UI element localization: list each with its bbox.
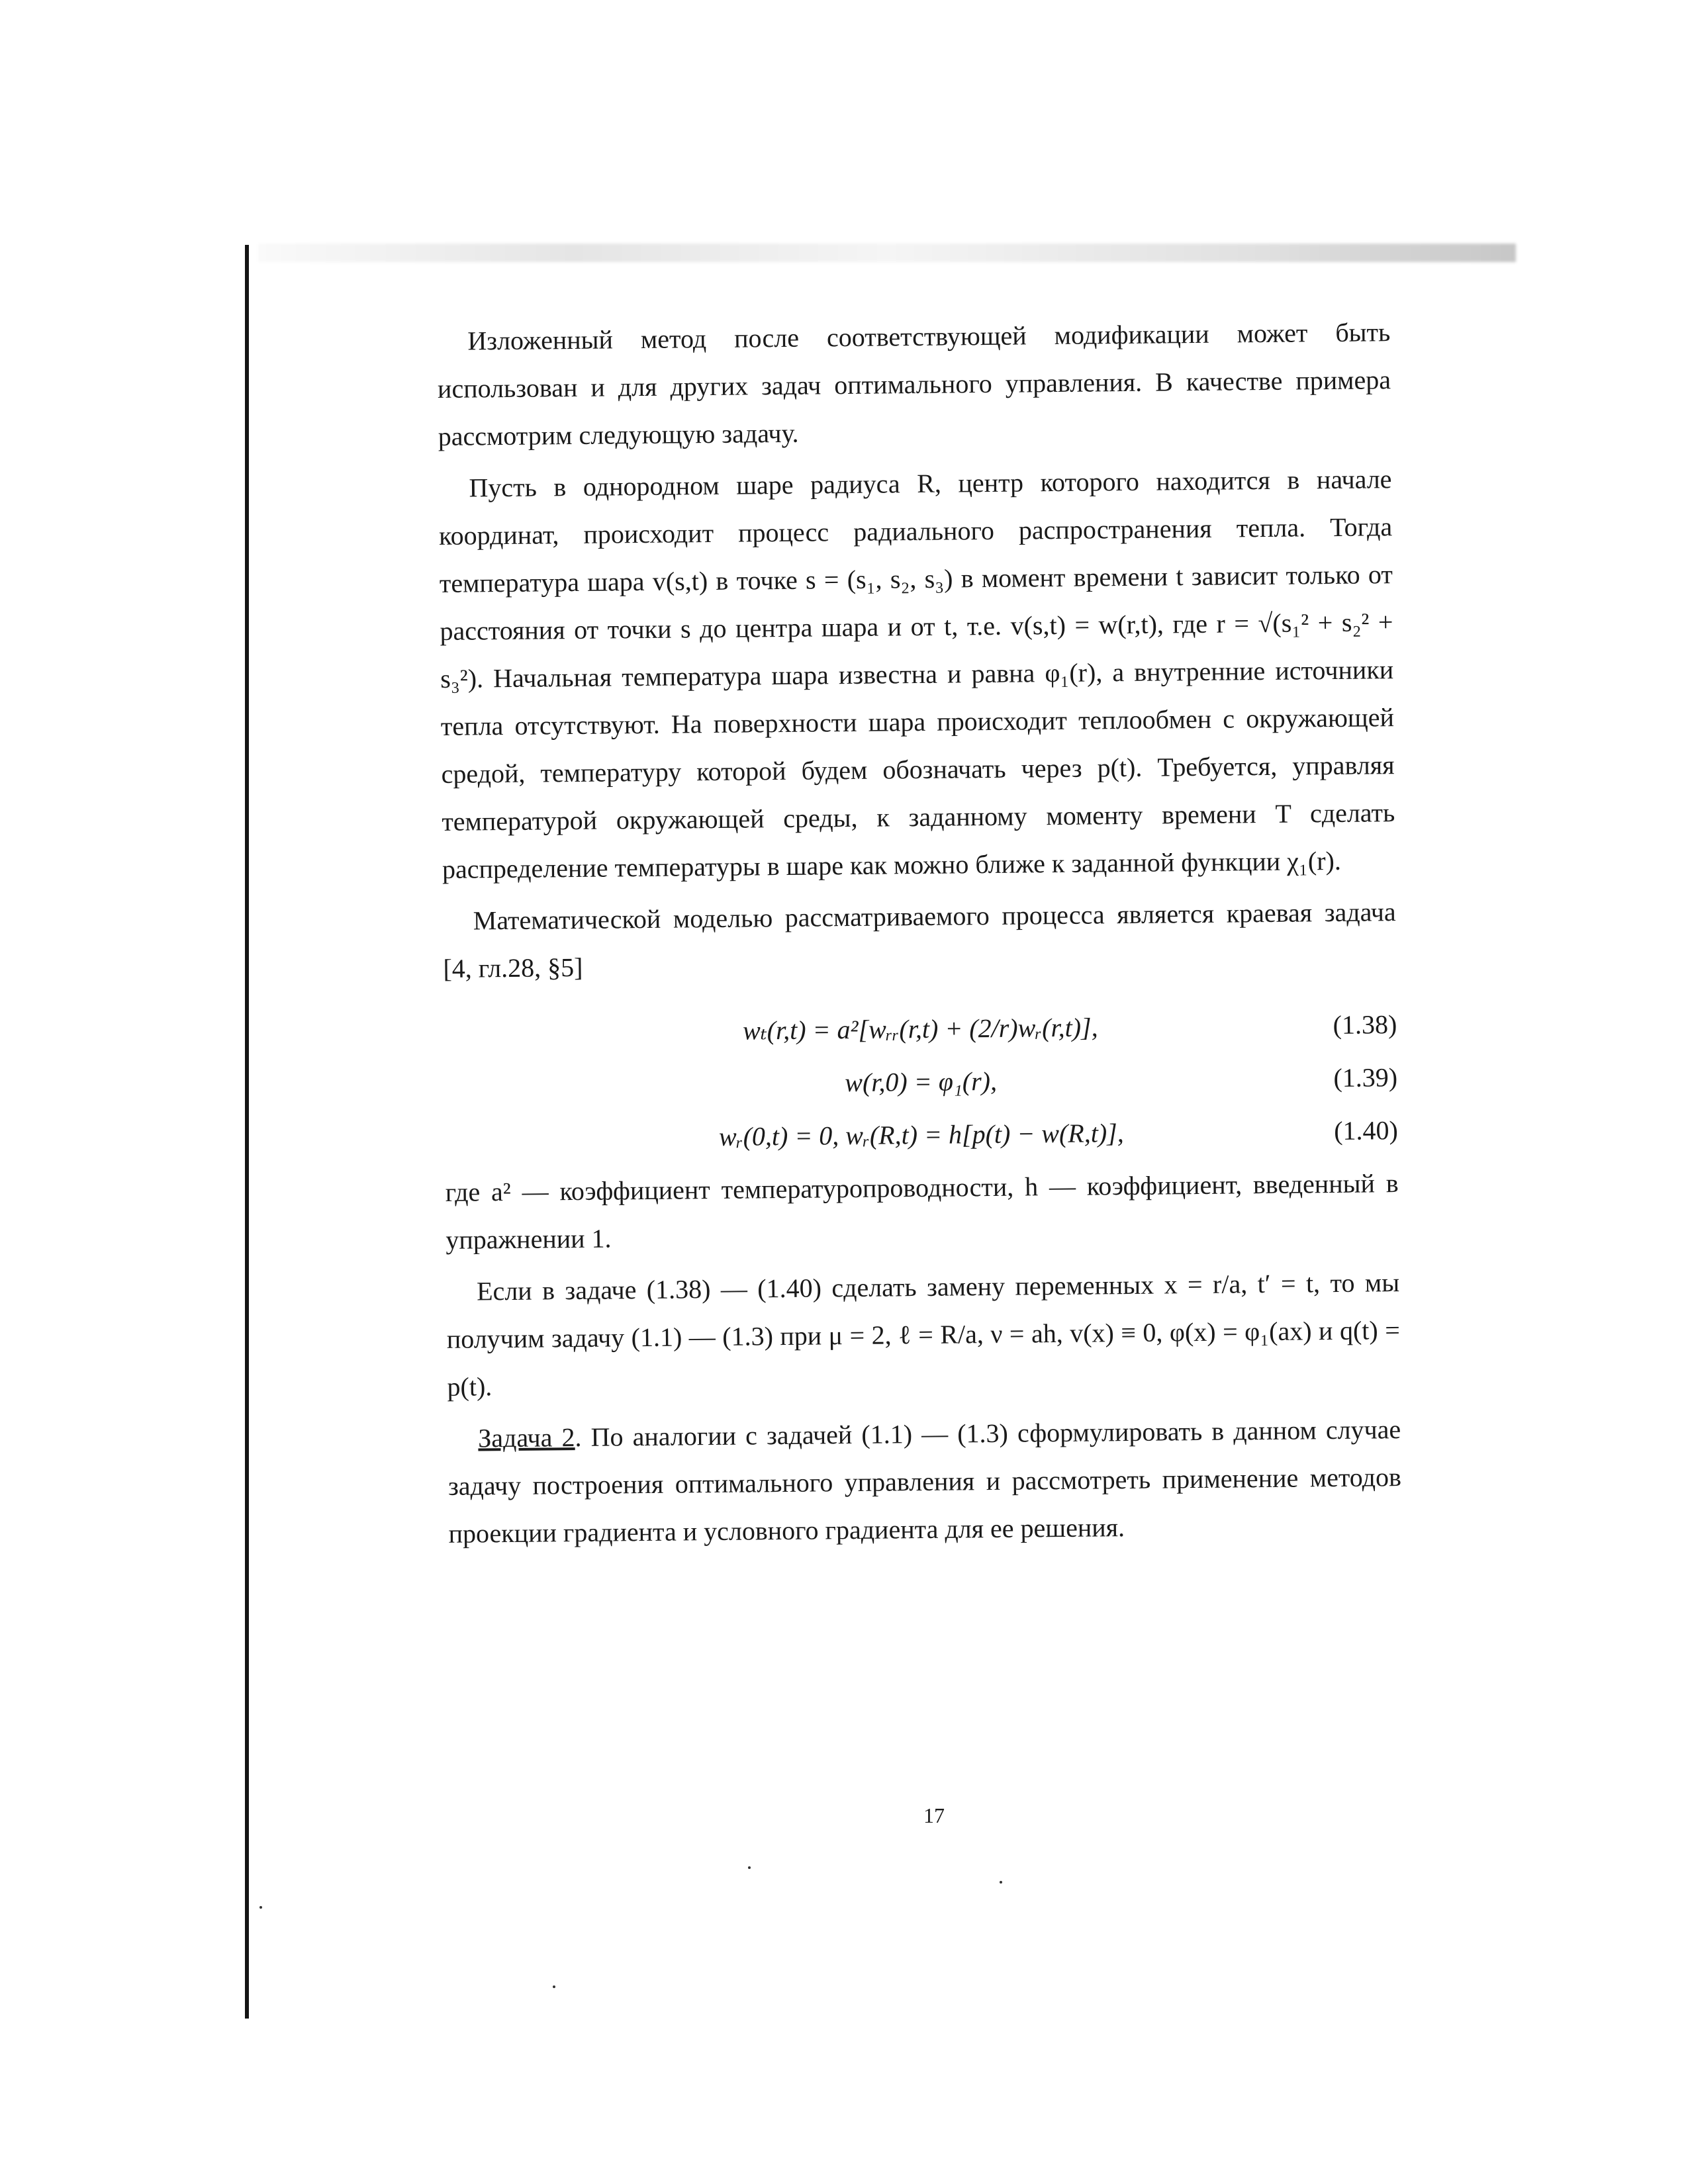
task-label: Задача 2 xyxy=(478,1422,575,1453)
equation-1-40 xyxy=(445,1107,1399,1169)
paragraph-2: Пусть в однородном шаре радиуса R, центр которого находится в начале координат, происходит процесс радиального распространения тепла. Тогда температура шара v(s,t) в точке s = (s₁, s₂, s₃) в момент времени t зависит только от расстояния от точки s до центра шара и от t, т.е. v(s,t) = w(r,t), где r = √(s₁² + s₂² + s₃²). Начальная температура шара известна и равна φ₁(r), а внутренние источники тепла отсутствуют. На поверхности шара происходит теплообмен с окружающей средой, температуру которой будем обозначать через p(t). Требуется, управляя температурой окружающей среды, к заданному моменту времени T сделать распределение температуры в шаре как можно ближе к заданной функции χ₁(r). xyxy=(438,464,1395,884)
task-text: . По аналогии с задачей (1.1) — (1.3) сформулировать в данном случае задачу построения оптимального управления и рассмотреть применение методов проекции градиента и условного градиента для ее решения. xyxy=(447,1414,1402,1549)
scan-speck xyxy=(553,1985,555,1988)
scan-left-edge xyxy=(245,245,249,2019)
equation-1-38 xyxy=(444,987,1397,1063)
paragraph-4: где a² — коэффициент температуропроводности, h — коэффициент, введенный в упражнении 1. xyxy=(445,1168,1399,1255)
equation-number: (1.38) xyxy=(1333,1009,1397,1040)
equation-number: (1.39) xyxy=(1333,1062,1398,1093)
paragraph-3: Математической моделью рассматриваемого процесса является краевая задача [4, гл.28, §5] xyxy=(443,897,1396,983)
scan-speck xyxy=(748,1866,751,1869)
equation-formula: w(r,0) = φ₁(r), xyxy=(845,1066,998,1098)
paragraph-1: Изложенный метод после соответствующей модификации может быть использован и для других задач оптимального управления. В качестве примера рассмотрим следующую задачу. xyxy=(437,317,1391,451)
scan-speck xyxy=(1000,1881,1002,1884)
equation-formula: wᵣ(0,t) = 0, wᵣ(R,t) = h[p(t) − w(R,t)], xyxy=(718,1118,1124,1152)
page-body xyxy=(437,308,1402,1562)
paragraph-5: Если в задаче (1.38) — (1.40) сделать замену переменных x = r/a, t′ = t, то мы получим задачу (1.1) — (1.3) при μ = 2, ℓ = R/a, ν = ah, v(x) ≡ 0, φ(x) = φ₁(ax) и q(t) = p(t). xyxy=(446,1267,1400,1402)
scan-top-shadow xyxy=(258,244,1516,262)
scan-speck xyxy=(259,1906,262,1909)
equation-1-39 xyxy=(444,1054,1398,1116)
page-number: 17 xyxy=(923,1803,945,1827)
paragraph-6 xyxy=(447,1406,1402,1558)
equation-number: (1.40) xyxy=(1333,1115,1399,1146)
equation-formula: wₜ(r,t) = a²[wᵣᵣ(r,t) + (2/r)wᵣ(r,t)], xyxy=(742,1012,1098,1046)
